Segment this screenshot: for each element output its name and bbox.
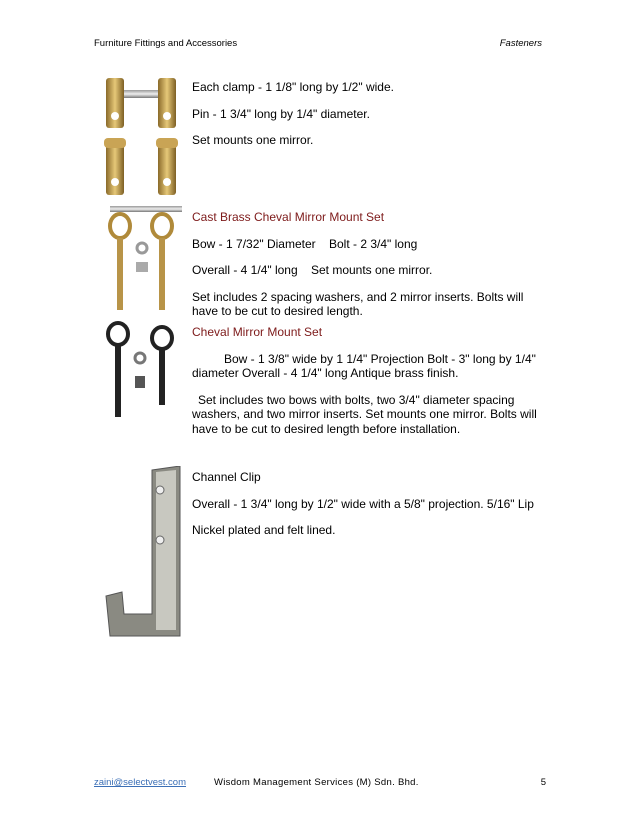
cast-brass-mount-image (100, 206, 185, 318)
cast-brass-bow-line: Bow - 1 7/32" Diameter Bolt - 2 3/4" long (192, 236, 418, 251)
channel-clip-description (192, 470, 552, 538)
cheval-title: Cheval Mirror Mount Set (192, 325, 323, 339)
cast-brass-includes-line: Set includes 2 spacing washers, and 2 mirror inserts. Bolts will have to be cut to desired length. (192, 289, 524, 318)
channel-clip-finish-line: Nickel plated and felt lined. (192, 523, 336, 537)
page-number: 5 (540, 777, 546, 788)
footer-email-link[interactable]: zaini@selectvest.com (94, 777, 187, 788)
clamp-size-line: Each clamp - 1 1/8" long by 1/2" wide. (192, 80, 394, 94)
clamp-mount-line: Set mounts one mirror. (192, 133, 314, 147)
clamp-pin-line: Pin - 1 3/4" long by 1/4" diameter. (192, 106, 370, 121)
footer-company: Wisdom Management Services (M) Sdn. Bhd. (214, 777, 419, 788)
cheval-includes-line: Set includes two bows with bolts, two 3/4" diameter spacing washers, and two mirror inserts. Set mounts one mirror. Bolts will have to be cut to desired length before installation. (192, 392, 537, 436)
channel-clip-title: Channel Clip (192, 470, 261, 484)
cheval-bow-line: Bow - 1 3/8" wide by 1 1/4" Projection Bolt - 3" long by 1/4" diameter Overall - 4 1/4" long Antique brass finish. (192, 351, 536, 380)
mirror-clamp-image (100, 72, 185, 202)
channel-clip-image (100, 466, 185, 642)
header-section: Fasteners (499, 38, 542, 49)
clamp-description (192, 80, 552, 148)
cast-brass-description (192, 210, 552, 319)
cheval-description (192, 325, 552, 436)
cast-brass-overall-line: Overall - 4 1/4" long Set mounts one mirror. (192, 263, 433, 277)
cast-brass-title: Cast Brass Cheval Mirror Mount Set (192, 210, 385, 224)
channel-clip-overall-line: Overall - 1 3/4" long by 1/2" wide with a 5/8" projection. 5/16" Lip (192, 496, 534, 511)
cheval-mount-image (100, 320, 185, 420)
header-title: Furniture Fittings and Accessories (94, 38, 238, 49)
